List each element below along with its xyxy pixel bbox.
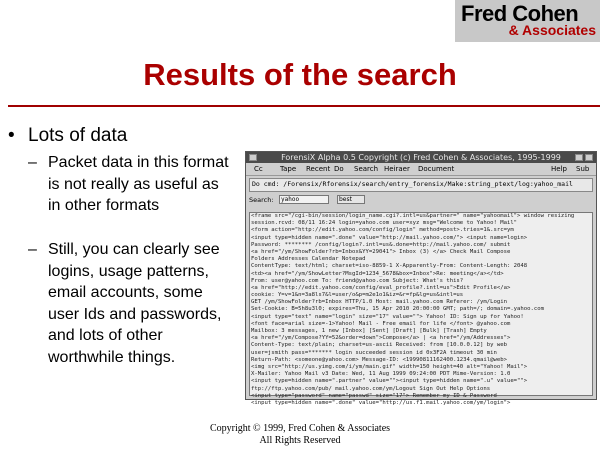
result-line: cookie: Y=v=1&n=3a8ls7&l=user/o&p=m2e1o1&iz=&r=fp&lg=us&intl=us	[251, 292, 464, 299]
search-row	[249, 194, 593, 206]
sub-bullet-text: Still, you can clearly see logins, usage patterns, email accounts, some user Ids and passwords, and lots of other worthwhile things.	[48, 241, 222, 366]
search-input[interactable]: yahoo	[279, 195, 329, 204]
result-line: <a href="/ym/ShowFolder?rb=Inbox&YY=29041"> Inbox (3) </a> Check Mail Compose	[251, 248, 511, 255]
menu-recent[interactable]: Recent	[306, 165, 331, 173]
title-divider	[8, 105, 600, 107]
menu-help[interactable]: Help	[551, 165, 567, 173]
results-pane[interactable]	[249, 212, 593, 406]
result-line: <frame src="/cgi-bin/session/login_name.cgi?.intl=us&partner=" name="yahoomail"> window resizing	[251, 213, 575, 219]
sub-bullet-1	[28, 152, 233, 217]
result-line: Folders Addresses Calendar Notepad	[251, 256, 366, 263]
window-menu-button[interactable]	[249, 154, 257, 161]
window-titlebar[interactable]	[246, 152, 596, 163]
result-line: From: user@yahoo.com To: friend@yahoo.com Subject: What's this?	[251, 277, 464, 284]
result-line: Return-Path: <someone@yahoo.com> Message-ID: <19990811162400.1234.qmail@web>	[251, 356, 507, 363]
result-line: Password: ******** /config/login?.intl=us&.done=http://mail.yahoo.com/ submit	[251, 241, 511, 248]
result-line: GET /ym/ShowFolder?rb=Inbox HTTP/1.0 Host: mail.yahoo.com Referer: /ym/Login	[251, 299, 507, 306]
result-line: ftp://ftp.yahoo.com/pub/ mail.yahoo.com/ym/Logout Sign Out Help Options	[251, 385, 491, 392]
result-line: <input type=hidden name=".done" value="http://mail.yahoo.com/"> <input name=login>	[251, 234, 528, 241]
menu-document[interactable]: Document	[418, 165, 455, 173]
minimize-button[interactable]	[575, 154, 583, 161]
result-line: <font face=arial size=-1>Yahoo! Mail - Free email for life </font> @yahoo.com	[251, 320, 511, 327]
result-line: user=jsmith pass=******* login succeeded session id 0x3F2A timeout 30 min	[251, 349, 497, 356]
result-line: <img src="http://us.yimg.com/i/ym/main.gif" width=150 height=40 alt="Yahoo! Mail">	[251, 363, 528, 370]
dash-icon: –	[28, 241, 37, 258]
result-line: <input type="password" name="passwd" size="17"> Remember my ID & Password	[251, 392, 497, 399]
logo-name: Fred Cohen	[461, 1, 579, 26]
result-line: <a href="http://edit.yahoo.com/config/eval_profile?.intl=us">Edit Profile</a>	[251, 284, 511, 291]
result-line: ContentType: text/html; charset=iso-8859-1 X-Apparently-From: Content-Length: 2048	[251, 263, 528, 270]
menu-sub[interactable]: Sub	[576, 165, 590, 173]
sub-bullet-2	[28, 239, 233, 368]
menu-search[interactable]: Search	[354, 165, 379, 173]
result-line: <input type="text" name="login" size="17" value=""> Yahoo! ID: Sign up for Yahoo!	[251, 313, 524, 320]
bullet-icon: •	[8, 125, 15, 146]
menu-bar	[246, 163, 596, 176]
result-line: Set-Cookie: B=5h8u3l0; expires=Thu, 15 Apr 2010 20:00:00 GMT; path=/; domain=.yahoo.com	[251, 306, 544, 313]
copyright-text: Copyright © 1999, Fred Cohen & Associates	[209, 423, 391, 434]
result-line: session.rcvd: 08/11 16:24 login=yahoo.com user=xyz msg="Welcome to Yahoo! Mail"	[251, 220, 518, 227]
menu-do[interactable]: Do	[334, 165, 344, 173]
dash-icon: –	[28, 154, 37, 171]
result-line: Mailbox: 3 messages, 1 new [Inbox] [Sent] [Draft] [Bulk] [Trash] Empty	[251, 328, 487, 334]
maximize-button[interactable]	[585, 154, 593, 161]
search-label: Search:	[249, 196, 274, 204]
logo-associates: & Associates	[508, 22, 596, 38]
company-logo	[455, 0, 600, 42]
main-bullet	[8, 125, 127, 147]
result-line: Content-Type: text/plain; charset=us-ascii Received: from [10.0.0.12] by web	[251, 342, 507, 349]
command-field[interactable]: Do cmd: /Forensix/Rforensix/search/entry_forensix/Make:string_ptext/log:yahoo_mail	[249, 178, 593, 192]
result-line: <input type=hidden name=".partner" value=""><input type=hidden name=".u" value="">	[251, 378, 528, 385]
footer	[0, 423, 600, 447]
slide-title: Results of the search	[143, 57, 457, 92]
result-line: <td><a href="/ym/ShowLetter?MsgId=1234_5678&box=Inbox">Re: meeting</a></td>	[251, 270, 504, 277]
forensix-window	[245, 151, 597, 406]
menu-cc[interactable]: Cc	[254, 165, 263, 173]
result-line: X-Mailer: Yahoo Mail v3 Date: Wed, 11 Aug 1999 09:24:00 PDT Mime-Version: 1.0	[251, 371, 511, 378]
menu-heiraer[interactable]: Heiraer	[384, 165, 410, 173]
search-mode-select[interactable]: best	[337, 195, 365, 204]
result-line: <form action="http://edit.yahoo.com/config/login" method=post>.tries=1&.src=ym	[251, 227, 514, 234]
result-line: <a href="/ym/Compose?YY=52&order=down">Compose</a> | <a href="/ym/Addresses">	[251, 335, 511, 342]
rights-text: All Rights Reserved	[259, 435, 341, 446]
window-title: ForensiX Alpha 0.5 Copyright (c) Fred Cohen & Associates, 1995-1999	[281, 153, 561, 162]
sub-bullet-text: Packet data in this format is not really as useful as in other formats	[48, 154, 229, 214]
menu-tape[interactable]: Tape	[280, 165, 297, 173]
main-bullet-text: Lots of data	[28, 125, 128, 146]
result-line: <input type=hidden name=".done" value="http://us.f1.mail.yahoo.com/ym/login">	[251, 399, 511, 406]
